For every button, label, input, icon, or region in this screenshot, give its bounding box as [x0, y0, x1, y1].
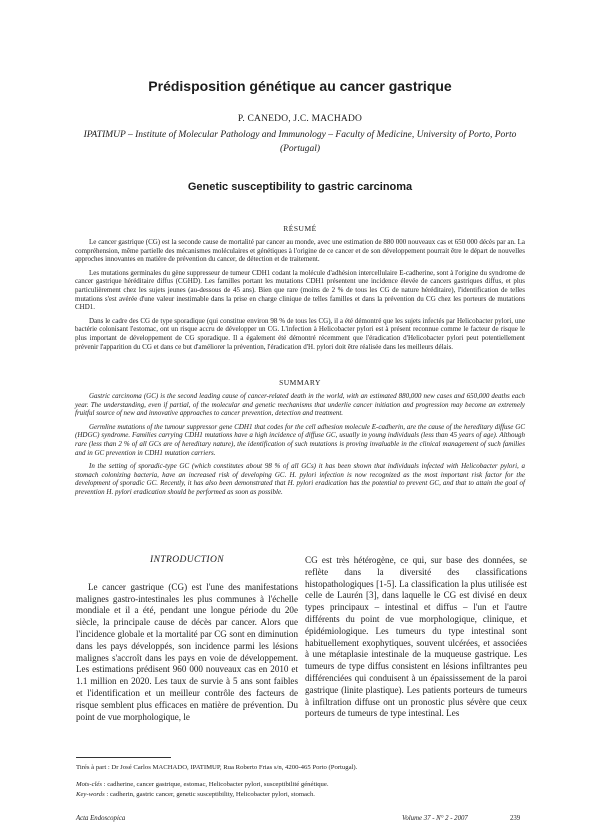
page-number: 239 — [510, 815, 521, 822]
resume-heading: RÉSUMÉ — [283, 224, 317, 233]
summary-abstract — [75, 392, 525, 502]
key-words-line — [76, 790, 526, 799]
body-paragraph: Le cancer gastrique (CG) est l'une des manifestations malignes gastro-intestinales les plus communes à l'échelle mondiale et il a été, pendant une longue période du 20e siècle, la principale cause de décès par cancer. Alors que l'incidence globale et la mortalité par CG sont en diminution dans les pays développés, son incidence parmi les lésions malignes s'accroît dans les pays en voie de développement. Les estimations prédisent 960 000 nouveaux cas en 2010 et 1.1 million en 2020. Les taux de survie à 5 ans sont faibles et l'identification et un meilleur contrôle des facteurs de risque semblent plus efficaces en matière de prévention. Du point de vue morphologique, le — [76, 581, 298, 722]
journal-name: Acta Endoscopica — [76, 815, 126, 822]
body-right-column — [305, 555, 527, 720]
volume-info: Volume 37 - N° 2 - 2007 — [402, 815, 468, 822]
summary-heading: SUMMARY — [279, 378, 321, 387]
affiliation: IPATIMUP – Institute of Molecular Pathology and Immunology – Faculty of Medicine, University of Porto, Porto (Portugal) — [83, 130, 517, 154]
resume-paragraph: Les mutations germinales du gène suppresseur de tumeur CDH1 codant la molécule d'adhésion intercellulaire E-cadherine, sont à l'origine du syndrome de cancer gastrique héréditaire diffus (CGHD). Les familles portant les mutations CDH1 présentent une incidence élevée de cancers gastriques diffus, et plus particulièrement chez les sujets jeunes (au-dessous de 45 ans). Bien que rare (moins de 2 % de tous les CG de nature héréditaire), l'identification de telles mutations s'est avérée d'une valeur inestimable dans la prise en charge clinique de telles familles et dans la prévention du CG chez les porteurs de mutations CHD1. — [75, 268, 525, 312]
body-paragraph: CG est très hétérogène, ce qui, sur base des données, se reflète dans la diversité des classifications histopathologiques [1-5]. La classification la plus utilisée est celle de Laurén [3], dans laquelle le CG est divisé en deux types principaux – intestinal et diffus – l'un et l'autre différents du point de vue morphologique, clinique, et épidémiologique. Les tumeurs du type intestinal sont habituellement exophytiques, souvent ulcérées, et associées à une métaplasie intestinale de la muqueuse gastrique. Les tumeurs de type diffus consistent en lésions infiltrantes peu différenciées qui conduisent à un épaississement de la paroi gastrique (linite plastique). Les patients porteurs de tumeurs à infiltration diffuse ont un pronostic plus sévère que ceux porteurs de tumeurs de type intestinal. Les — [305, 555, 527, 719]
english-title: Genetic susceptibility to gastric carcinoma — [187, 181, 413, 193]
summary-paragraph: Gastric carcinoma (GC) is the second leading cause of cancer-related death in the world, with an estimated 880,000 new cases and 650,000 deaths each year. The understanding, even if partial, of the molecular and genetic mechanisms that underlie cancer initiation and progression may become an extremely fruitful source of new and innovative approaches to cancer prevention, detection and treatment. — [75, 392, 525, 418]
resume-paragraph: Dans le cadre des CG de type sporadique (qui constitue environ 98 % de tous les CG), il a été démontré que les sujets infectés par Helicobacter pylori, une bactérie colonisant l'estomac, ont un risque accru de développer un CG. L'infection à Helicobacter pylori est à présent reconnue comme le facteur de risque le plus important de développement de CG sporadique. Il a également été démontré récemment que l'éradication d'Helicobacter pylori peut potentiellement prévenir l'apparition du CG et dans ce but d'améliorer la prévention, l'éradication d'H. pylori doit être réalisée dans les meilleurs délais. — [75, 316, 525, 351]
body-left-column — [76, 555, 298, 723]
summary-paragraph: Germline mutations of the tumour suppressor gene CDH1 that codes for the cell adhesion molecule E-cadherin, are the cause of the hereditary diffuse GC (HDGC) syndrome. Families carrying CDH1 mutations have a high incidence of diffuse GC, usually in young individuals (less than 45 years of age). Although rare (less than 2 % of all GCs are of hereditary nature), the identification of such mutations is proving invaluable in the clinical management of such families and in GC prevention in CDH1 mutation carriers. — [75, 422, 525, 457]
authors: P. CANEDO, J.C. MACHADO — [237, 114, 363, 124]
mots-cles-text: : cadherine, cancer gastrique, estomac, Helicobacter pylori, susceptibilité génétique. — [102, 781, 329, 788]
introduction-heading: INTRODUCTION — [150, 555, 224, 565]
mots-cles-line — [76, 780, 526, 789]
resume-abstract — [75, 238, 525, 356]
reprint-footnote: Tirés à part : Dr José Carlos MACHADO, IPATIMUP, Rua Roberto Frias s/n, 4200-465 Porto (Portugal). — [76, 764, 358, 771]
mots-cles-label: Mots-clés — [76, 781, 102, 788]
summary-paragraph: In the setting of sporadic-type GC (which constitutes about 98 % of all GCs) it has been shown that individuals infected with Helicobacter pylori, a stomach colonizing bacteria, have an increased risk of developing GC. H. pylori infection is now recognized as the most important risk factor for the development of sporadic GC. Recently, it has also been demonstrated that H. pylori eradication has the potential to prevent GC, and that to attain the goal of prevention H. pylori eradication should be performed as soon as possible. — [75, 462, 525, 496]
footnote-divider — [76, 757, 171, 758]
article-title: Prédisposition génétique au cancer gastrique — [148, 78, 452, 94]
key-words-label: Key-words — [76, 791, 105, 798]
resume-paragraph: Le cancer gastrique (CG) est la seconde cause de mortalité par cancer au monde, avec une estimation de 880 000 nouveaux cas et 650 000 décès par an. La compréhension, même partielle des mécanismes moléculaires et génétiques à l'origine de ce cancer et de son développement pourrait être le départ de nouvelles approches innovantes en matière de prévention du cancer, de détection et de traitement. — [75, 238, 525, 264]
key-words-text: : cadherin, gastric cancer, genetic susceptibility, Helicobacter pylori, stomach. — [104, 791, 315, 798]
